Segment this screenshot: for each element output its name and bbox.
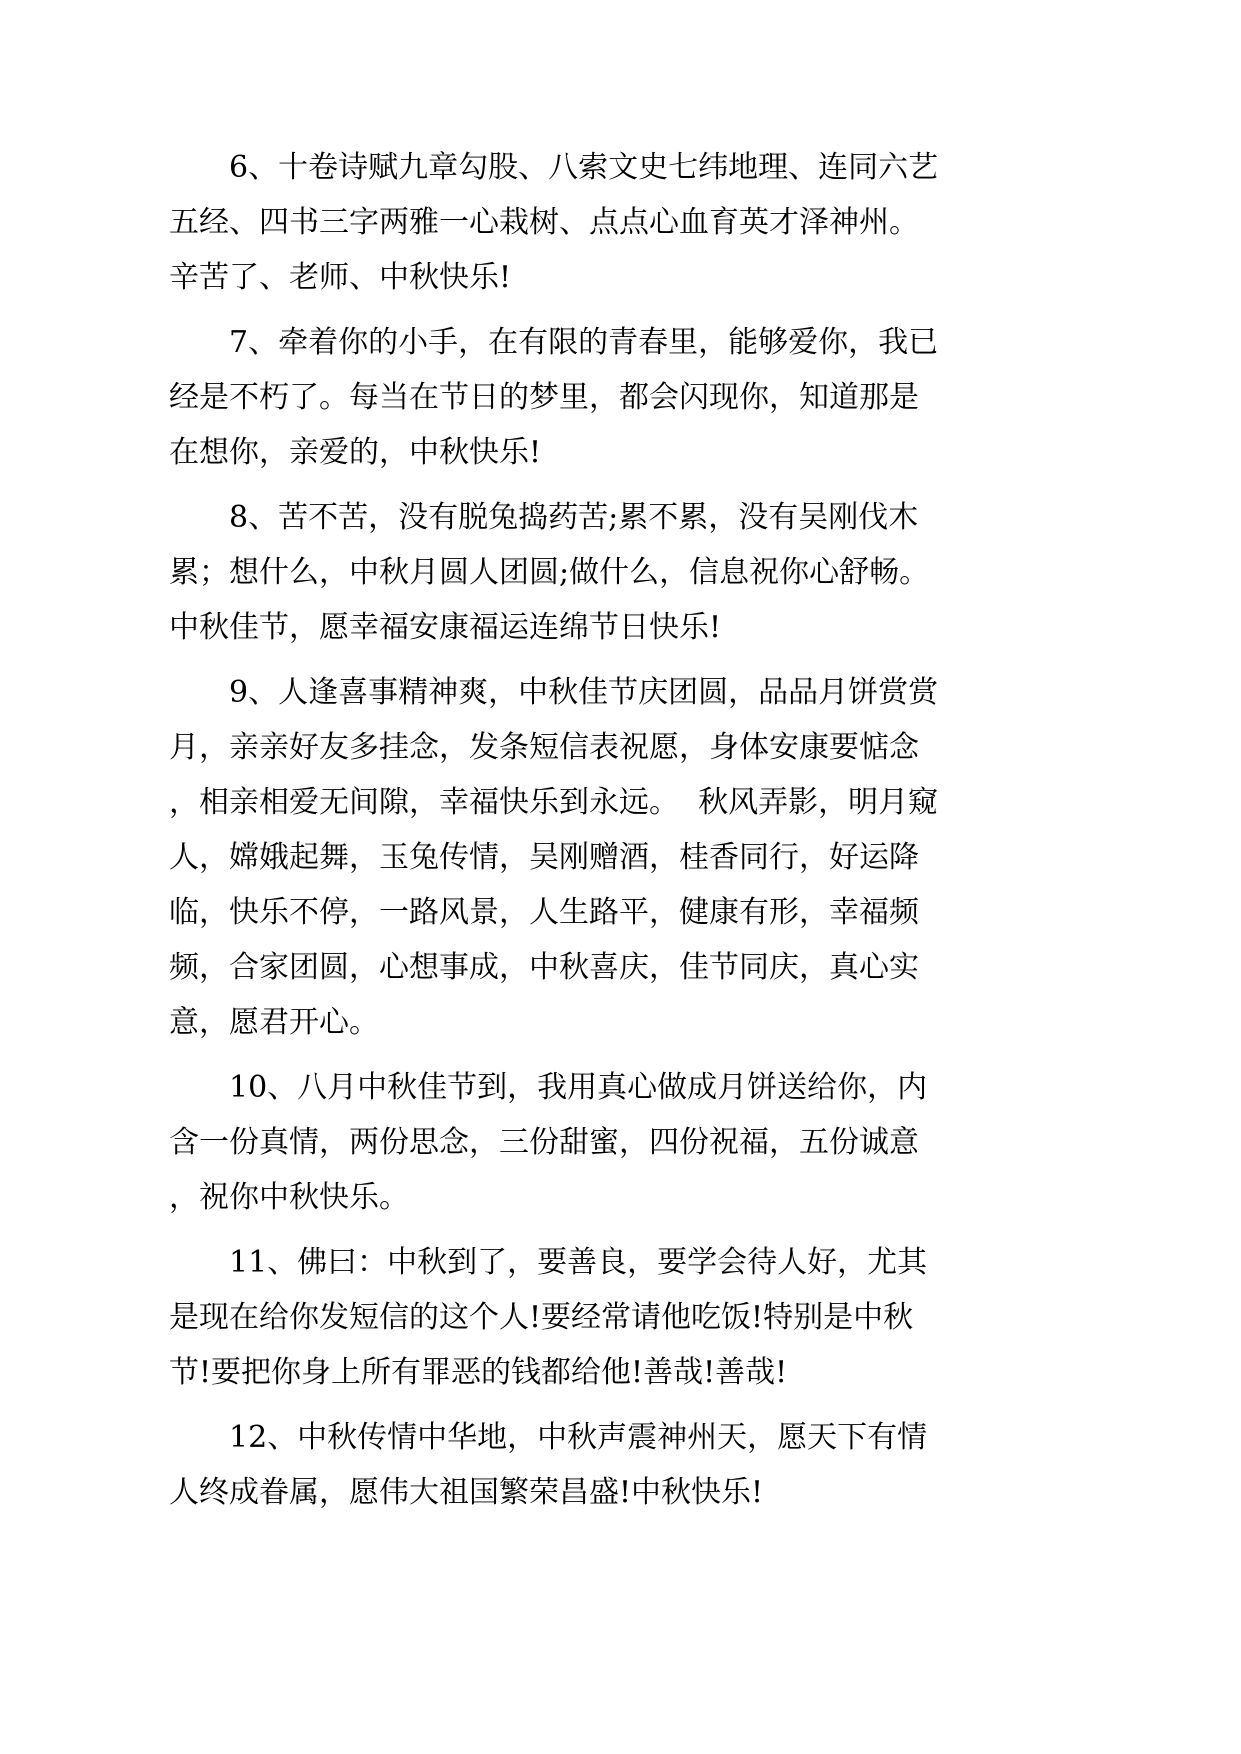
document-paragraph xyxy=(169,140,940,305)
document-paragraph xyxy=(169,1235,940,1400)
document-body xyxy=(169,140,940,1530)
item-number: 7 xyxy=(229,325,249,360)
document-paragraph xyxy=(169,665,940,1050)
item-number: 6 xyxy=(229,150,249,185)
document-paragraph xyxy=(169,1410,940,1520)
item-text: 、人逢喜事精神爽，中秋佳节庆团圆，品品月饼赏赏月，亲亲好友多挂念，发条短信表祝愿，身体安康要惦念，相亲相爱无间隙，幸福快乐到永远。 秋风弄影，明月窥人，嫦娥起舞，玉兔传情，吴刚赠酒，桂香同行，好运降临，快乐不停，一路风景，人生路平，健康有形，幸福频频，合家团圆，心想事成，中秋喜庆，佳节同庆，真心实意，愿君开心。 xyxy=(169,675,939,1040)
item-text: 、十卷诗赋九章勾股、八索文史七纬地理、连同六艺五经、四书三字两雅一心栽树、点点心血育英才泽神州。辛苦了、老师、中秋快乐! xyxy=(169,150,939,295)
document-paragraph xyxy=(169,1060,940,1225)
item-number: 9 xyxy=(229,675,249,710)
item-number: 12 xyxy=(229,1420,268,1455)
item-number: 10 xyxy=(229,1070,268,1105)
item-text: 、牵着你的小手，在有限的青春里，能够爱你，我已经是不朽了。每当在节日的梦里，都会闪现你，知道那是在想你，亲爱的，中秋快乐! xyxy=(169,325,939,470)
item-text: 、佛曰：中秋到了，要善良，要学会待人好，尤其是现在给你发短信的这个人!要经常请他吃饭!特别是中秋节!要把你身上所有罪恶的钱都给他!善哉!善哉! xyxy=(169,1245,928,1390)
document-paragraph xyxy=(169,315,940,480)
item-text: 、苦不苦，没有脱兔捣药苦;累不累，没有吴刚伐木累；想什么，中秋月圆人团圆;做什么，信息祝你心舒畅。中秋佳节，愿幸福安康福运连绵节日快乐! xyxy=(169,500,930,645)
item-number: 8 xyxy=(229,500,249,535)
item-text: 、八月中秋佳节到，我用真心做成月饼送给你，内含一份真情，两份思念，三份甜蜜，四份祝福，五份诚意，祝你中秋快乐。 xyxy=(169,1070,928,1215)
item-number: 11 xyxy=(229,1245,268,1280)
item-text: 、中秋传情中华地，中秋声震神州天，愿天下有情人终成眷属，愿伟大祖国繁荣昌盛!中秋快乐! xyxy=(169,1420,928,1510)
document-paragraph xyxy=(169,490,940,655)
